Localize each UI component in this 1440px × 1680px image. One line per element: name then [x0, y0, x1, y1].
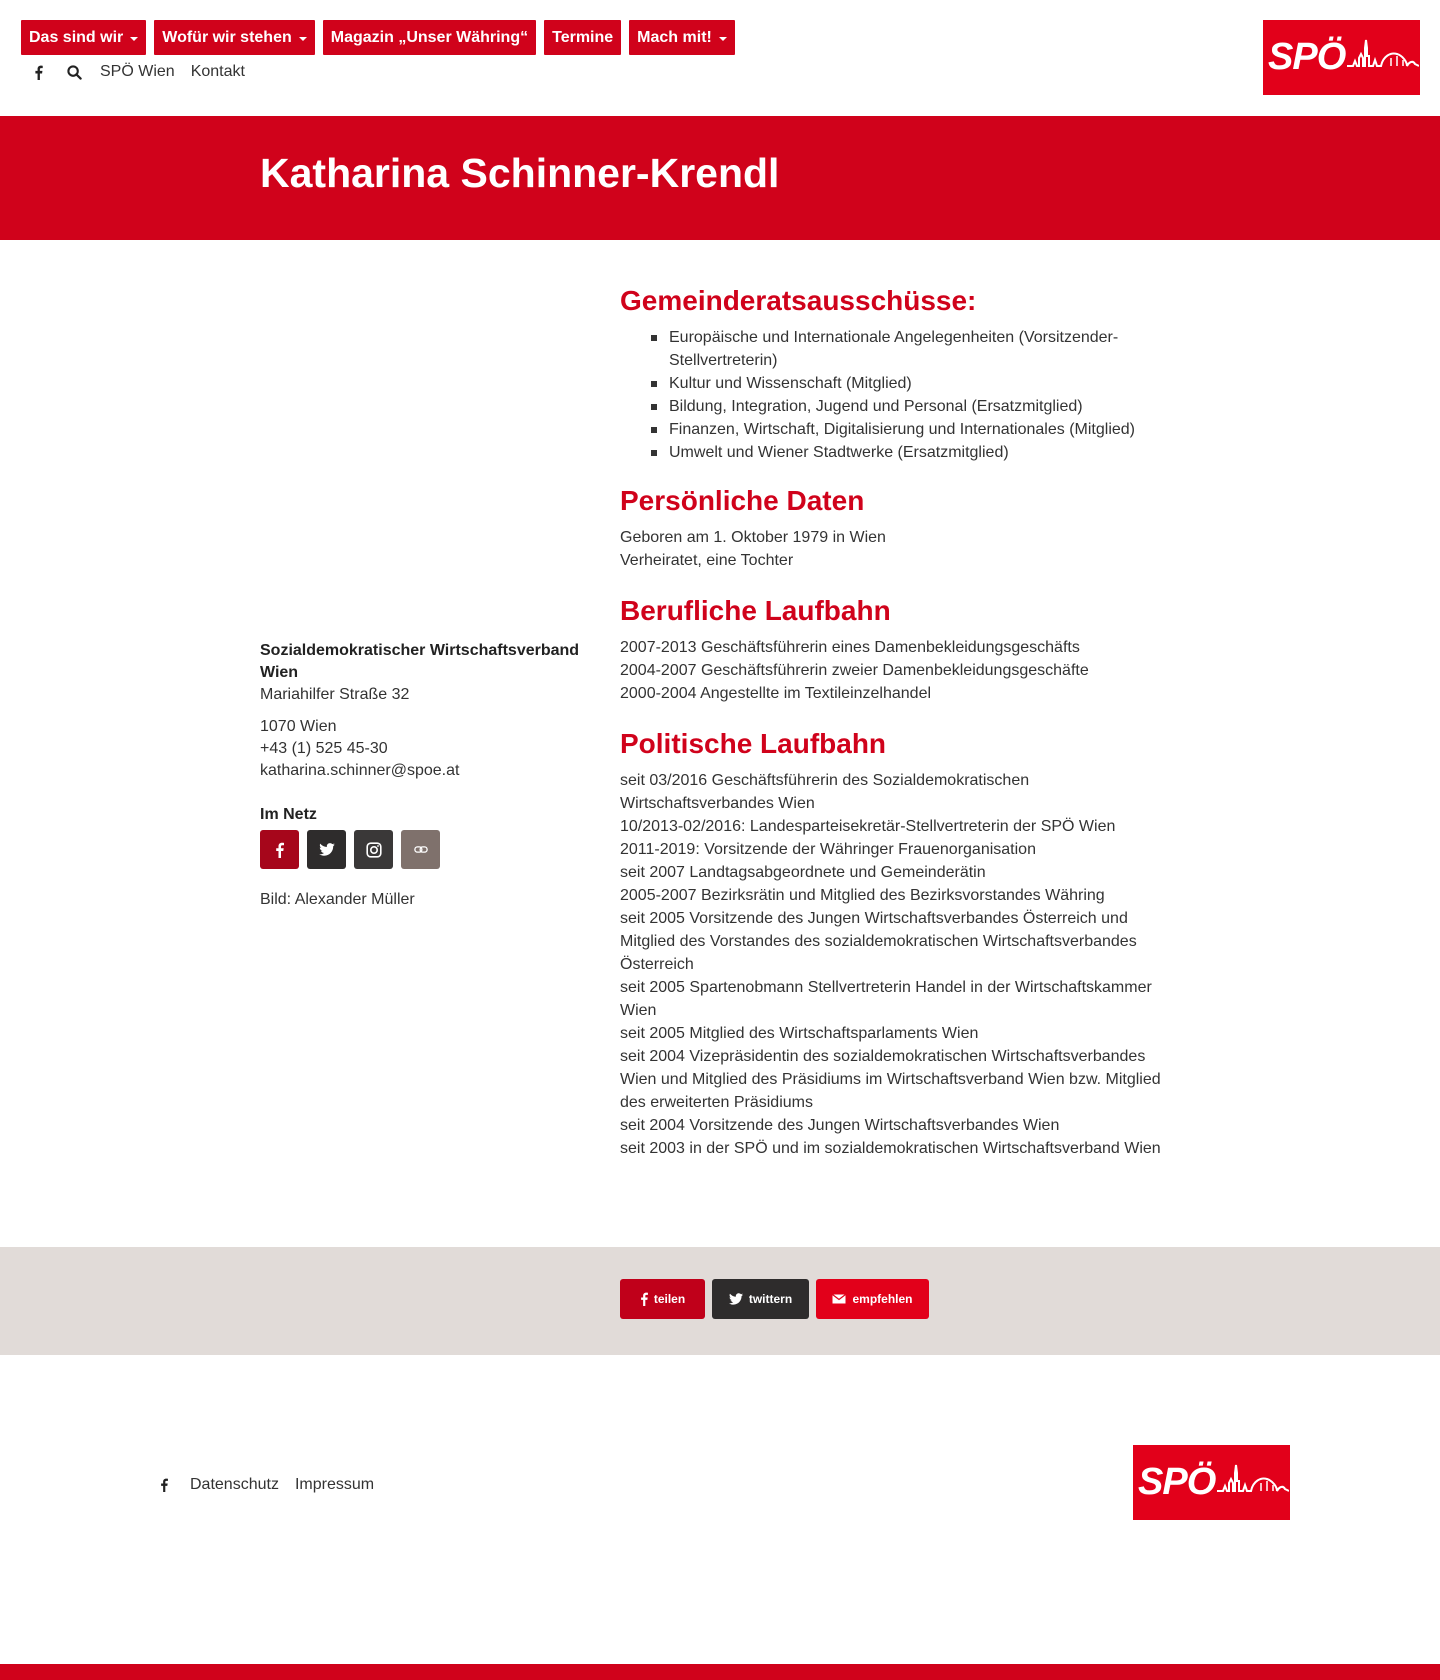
text-line: 2000-2004 Angestellte im Textileinzelhandel [620, 685, 932, 702]
envelope-icon [832, 1294, 846, 1304]
spoe-logo[interactable] [1263, 20, 1420, 95]
logo-text: SPÖ [1268, 36, 1346, 78]
text-line: seit 2004 Vorsitzende des Jungen Wirtschaftsverbandes Wien [620, 1117, 1060, 1134]
nav-label: Magazin „Unser Währing“ [330, 28, 529, 46]
nav-wofuer-wir-stehen[interactable] [154, 20, 315, 55]
image-credit: Bild: Alexander Müller [260, 891, 415, 908]
text-line: seit 03/2016 Geschäftsführerin des Sozialdemokratischen Wirtschaftsverbandes Wien [620, 772, 1030, 812]
twitter-profile-button[interactable] [307, 830, 346, 869]
instagram-profile-button[interactable] [354, 830, 393, 869]
nav-magazin[interactable] [323, 20, 536, 55]
logo-text: SPÖ [1138, 1461, 1216, 1503]
text-line: 2007-2013 Geschäftsführerin eines Damenbekleidungsgeschäfts [620, 639, 1080, 656]
personal-heading: Persönliche Daten [620, 485, 865, 516]
nav-termine[interactable] [544, 20, 621, 55]
facebook-icon[interactable] [28, 60, 48, 84]
footer-links [160, 1476, 374, 1494]
text-line: Verheiratet, eine Tochter [620, 552, 794, 569]
share-label: empfehlen [852, 1292, 913, 1306]
twitter-icon [319, 843, 335, 856]
text-line: seit 2004 Vizepräsidentin des sozialdemokratischen Wirtschaftsverbandes Wien und Mitglied des Präsidiums im Wirtschaftsverband Wien bzw. Mitglied des erweiterten Präsidiums [620, 1048, 1161, 1111]
text-line: seit 2005 Spartenobmann Stellvertreterin Handel in der Wirtschaftskammer Wien [620, 979, 1152, 1019]
nav-mach-mit[interactable] [629, 20, 735, 55]
list-item: Umwelt und Wiener Stadtwerke (Ersatzmitglied) [669, 441, 1170, 464]
nav-label: Mach mit! [637, 28, 712, 46]
contact-email[interactable]: katharina.schinner@spoe.at [260, 762, 460, 779]
nav-label: Termine [552, 28, 614, 46]
career-data [620, 636, 1170, 705]
text-line: Geboren am 1. Oktober 1979 in Wien [620, 529, 886, 546]
contact-street: Mariahilfer Straße 32 [260, 686, 410, 703]
list-item: Kultur und Wissenschaft (Mitglied) [669, 372, 1170, 395]
share-email-button[interactable] [816, 1279, 929, 1319]
caret-down-icon [719, 37, 727, 41]
list-item: Europäische und Internationale Angelegenheiten (Vorsitzender-Stellvertreterin) [669, 326, 1170, 372]
contact-organization: Sozialdemokratischer Wirtschaftsverband Wien [260, 642, 580, 681]
contact-city: 1070 Wien [260, 718, 337, 735]
vienna-skyline-icon [1217, 1461, 1289, 1505]
main-navigation [21, 20, 735, 55]
share-label: twittern [748, 1292, 793, 1306]
site-header [0, 0, 1440, 116]
share-facebook-button[interactable] [620, 1279, 705, 1319]
committees-list [620, 326, 1170, 464]
committees-heading: Gemeinderatsausschüsse: [620, 285, 977, 316]
spoe-logo-footer[interactable] [1133, 1445, 1290, 1520]
search-icon[interactable] [64, 60, 84, 84]
list-item: Bildung, Integration, Jugend und Personal (Ersatzmitglied) [669, 395, 1170, 418]
text-line: 10/2013-02/2016: Landesparteisekretär-Stellvertreterin der SPÖ Wien [620, 818, 1116, 835]
share-label: teilen [653, 1292, 686, 1306]
list-item: Finanzen, Wirtschaft, Digitalisierung und Internationales (Mitglied) [669, 418, 1170, 441]
politics-data [620, 769, 1170, 1160]
social-heading: Im Netz [260, 806, 317, 823]
text-line: 2005-2007 Bezirksrätin und Mitglied des Bezirksvorstandes Währing [620, 887, 1105, 904]
caret-down-icon [299, 37, 307, 41]
spacer [260, 706, 590, 716]
bio-content [620, 284, 1170, 1182]
social-links [260, 830, 590, 869]
nav-das-sind-wir[interactable] [21, 20, 146, 55]
secondary-navigation [28, 60, 245, 84]
link-icon [414, 845, 428, 854]
personal-data [620, 526, 1170, 572]
link-kontakt[interactable]: Kontakt [190, 63, 245, 80]
nav-label: Wofür wir stehen [162, 28, 292, 46]
website-link-button[interactable] [401, 830, 440, 869]
link-datenschutz[interactable]: Datenschutz [190, 1476, 279, 1493]
politics-heading: Politische Laufbahn [620, 728, 887, 759]
caret-down-icon [130, 37, 138, 41]
facebook-profile-button[interactable] [260, 830, 299, 869]
page-title: Katharina Schinner-Krendl [260, 150, 780, 196]
text-line: 2004-2007 Geschäftsführerin zweier Damenbekleidungsgeschäfte [620, 662, 1089, 679]
link-spoe-wien[interactable]: SPÖ Wien [100, 63, 175, 80]
contact-phone[interactable]: +43 (1) 525 45-30 [260, 740, 388, 757]
facebook-icon[interactable] [160, 1478, 174, 1492]
text-line: seit 2005 Mitglied des Wirtschaftsparlaments Wien [620, 1025, 979, 1042]
page-hero [0, 116, 1440, 240]
twitter-icon [729, 1293, 743, 1305]
instagram-icon [366, 842, 382, 858]
contact-sidebar [260, 640, 590, 911]
share-twitter-button[interactable] [712, 1279, 809, 1319]
facebook-icon [275, 842, 284, 858]
text-line: seit 2007 Landtagsabgeordnete und Gemeinderätin [620, 864, 986, 881]
share-bar [0, 1247, 1440, 1355]
footer-bar [0, 1664, 1440, 1680]
career-heading: Berufliche Laufbahn [620, 595, 891, 626]
nav-label: Das sind wir [29, 28, 124, 46]
vienna-skyline-icon [1347, 36, 1419, 80]
text-line: 2011-2019: Vorsitzende der Währinger Frauenorganisation [620, 841, 1036, 858]
facebook-icon [640, 1292, 648, 1306]
link-impressum[interactable]: Impressum [294, 1476, 375, 1493]
text-line: seit 2005 Vorsitzende des Jungen Wirtschaftsverbandes Österreich und Mitglied des Vorstandes des sozialdemokratischen Wirtschaftsverbandes Österreich [620, 910, 1137, 973]
text-line: seit 2003 in der SPÖ und im sozialdemokratischen Wirtschaftsverband Wien [620, 1140, 1161, 1157]
